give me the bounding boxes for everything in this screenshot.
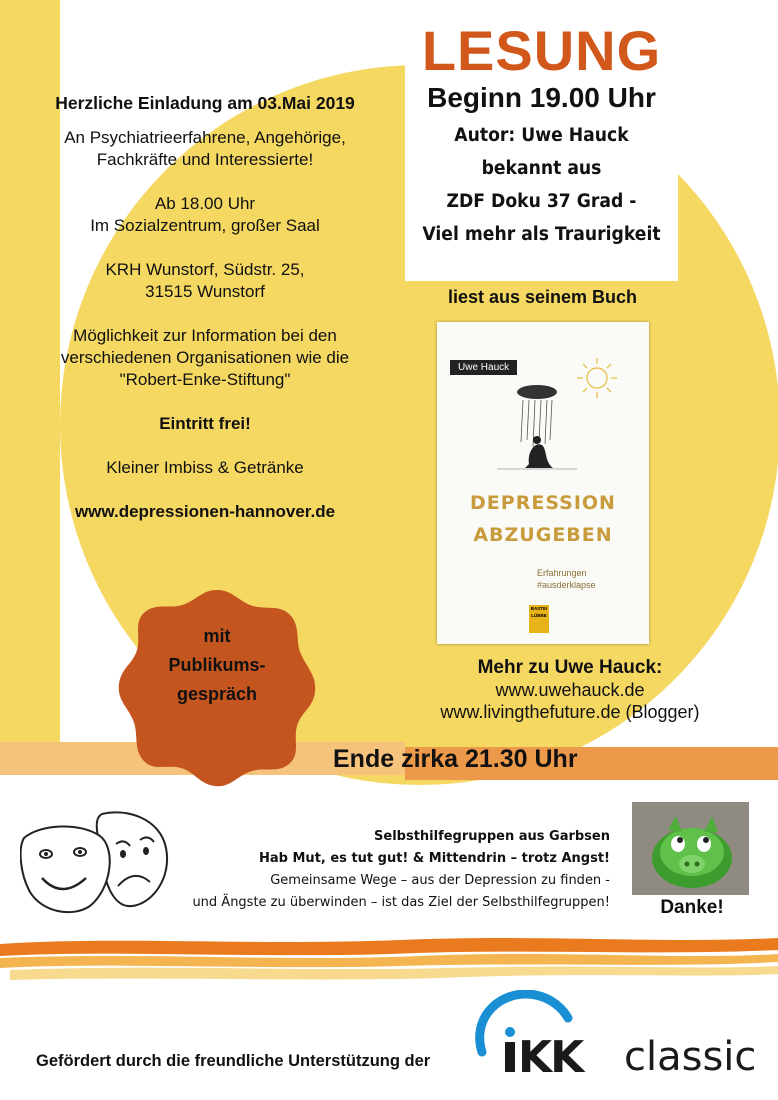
book-subtitle: Erfahrungen <box>537 568 587 578</box>
piggy-bank-photo <box>632 802 749 895</box>
selfhelp-goal: und Ängste zu überwinden – ist das Ziel der Selbsthilfegruppen! <box>192 895 610 910</box>
website-link[interactable]: www.depressionen-hannover.de <box>74 502 336 521</box>
venue: Im Sozialzentrum, großer Saal <box>90 216 320 235</box>
address-line: KRH Wunstorf, Südstr. 25, <box>105 260 305 279</box>
lesung-title: LESUNG <box>421 19 662 82</box>
selfhelp-heading: Selbsthilfegruppen aus Garbsen <box>374 829 610 844</box>
badge-text <box>117 622 317 709</box>
audience-line: Fachkräfte und Interessierte! <box>96 150 314 169</box>
person-icon <box>525 444 553 468</box>
book-illustration <box>437 322 649 502</box>
lesung-box <box>405 6 678 281</box>
more-info-title: Mehr zu Uwe Hauck: <box>477 657 663 678</box>
start-time-heading: Beginn 19.00 Uhr <box>427 82 656 113</box>
more-info <box>410 656 730 723</box>
audience-line: An Psychiatrieerfahrene, Angehörige, <box>64 128 346 147</box>
badge-line: gespräch <box>176 684 258 704</box>
book-author: Uwe Hauck <box>450 360 517 375</box>
invitation-headline: Herzliche Einladung am 03.Mai 2019 <box>55 93 355 113</box>
blog-link[interactable]: www.livingthefuture.de (Blogger) <box>440 702 700 722</box>
selfhelp-goal: Gemeinsame Wege – aus der Depression zu finden - <box>270 873 610 888</box>
book-subtitle: #ausderklapse <box>537 580 596 590</box>
info-line: verschiedenen Organisationen wie die <box>60 348 350 367</box>
info-line: Möglichkeit zur Information bei den <box>73 326 337 345</box>
start-time: Ab 18.00 Uhr <box>154 194 256 213</box>
info-line: "Robert-Enke-Stiftung" <box>119 370 291 389</box>
piggy-bank-icon <box>632 802 749 895</box>
support-note: Gefördert durch die freundliche Unterstützung der <box>36 1052 431 1070</box>
selfhelp-groups: Hab Mut, es tut gut! & Mittendrin – trotz Angst! <box>259 851 610 866</box>
address-line: 31515 Wunstorf <box>145 282 265 301</box>
end-time: Ende zirka 21.30 Uhr <box>333 745 578 773</box>
book-title-line: DEPRESSION <box>470 492 616 514</box>
book-title-line: ABZUGEBEN <box>473 524 613 546</box>
invitation-block <box>0 92 410 523</box>
selfhelp-block <box>120 826 610 914</box>
badge-line: mit <box>203 626 231 646</box>
author-line: bekannt aus <box>481 158 602 179</box>
thanks-label: Danke! <box>660 897 724 918</box>
brush-strokes <box>0 938 778 980</box>
author-website-link[interactable]: www.uwehauck.de <box>495 680 645 700</box>
ikk-classic-logo <box>468 990 758 1080</box>
author-line: ZDF Doku 37 Grad - <box>446 191 637 212</box>
free-entry: Eintritt frei! <box>159 414 251 433</box>
author-line: Viel mehr als Traurigkeit <box>422 224 661 245</box>
author-line: Autor: Uwe Hauck <box>454 125 629 146</box>
publisher-logo: BASTEI LÜBBE <box>529 605 549 633</box>
ikk-brand-text: KK <box>518 1032 583 1080</box>
snacks: Kleiner Imbiss & Getränke <box>106 458 304 477</box>
cloud-icon <box>517 385 557 399</box>
badge-line: Publikums- <box>168 655 266 675</box>
sun-icon <box>577 358 617 398</box>
ikk-suffix-text: classic <box>624 1034 757 1080</box>
book-cover <box>437 322 649 644</box>
reads-from-label: liest aus seinem Buch <box>447 287 638 307</box>
